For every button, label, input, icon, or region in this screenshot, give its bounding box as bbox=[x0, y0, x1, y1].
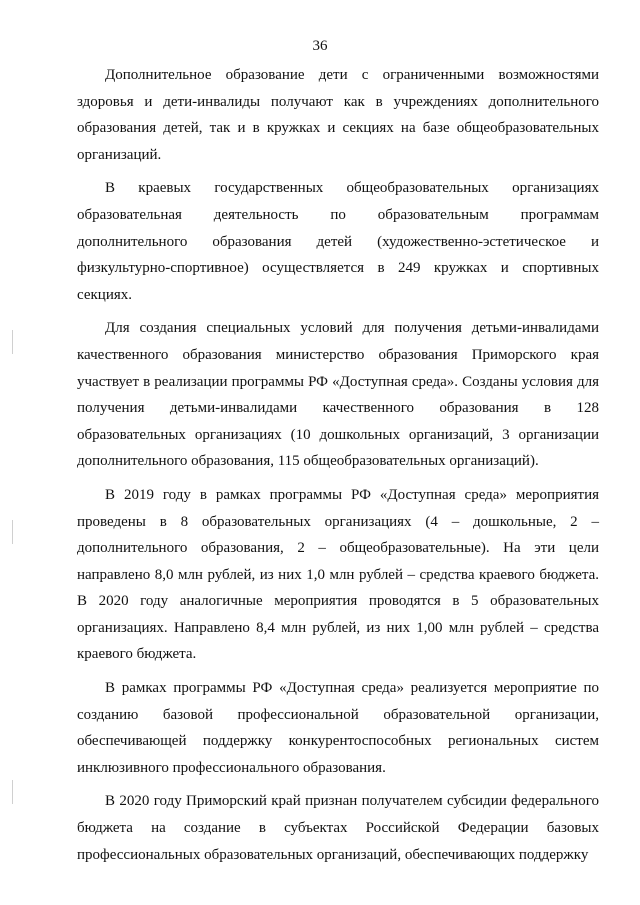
scan-margin-mark bbox=[12, 520, 13, 544]
paragraph-regional-organizations: В краевых государственных общеобразовательных организациях образовательная деятельность по образовательным программам дополнительного образования детей (художественно-эстетическое и физкультурно-спортивное) осуществляется в 249 кружках и спортивных секциях. bbox=[77, 180, 599, 303]
paragraph-2019-activities: В 2019 году в рамках программы РФ «Доступная среда» мероприятия проведены в 8 образовательных организациях (4 – дошкольные, 2 – дополнительного образования, 2 – общеобразовательные). На эти цели направлено 8,0 млн рублей, из них 1,0 млн рублей – средства краевого бюджета. В 2020 году аналогичные мероприятия проводятся в 5 образовательных организациях. Направлено 8,4 млн рублей, из них 1,00 млн рублей – средства краевого бюджета. bbox=[77, 486, 599, 663]
scan-margin-mark bbox=[12, 780, 13, 804]
scan-margin-mark bbox=[12, 330, 13, 354]
paragraph-accessible-environment: Для создания специальных условий для получения детьми-инвалидами качественного образования министерство образования Приморского края участвует в реализации программы РФ «Доступная среда». Созданы условия для получения детьми-инвалидами качественного образования в 128 образовательных организациях (10 дошкольных организаций, 3 организации дополнительного образования, 115 общеобразовательных организаций). bbox=[77, 320, 599, 470]
page-number: 36 bbox=[312, 38, 328, 54]
paragraph-2020-subsidy: В 2020 году Приморский край признан получателем субсидии федерального бюджета на создание в субъектах Российской Федерации базовых профессиональных образовательных организаций, обеспечивающих поддержку bbox=[77, 793, 599, 863]
paragraph-basic-organization: В рамках программы РФ «Доступная среда» реализуется мероприятие по созданию базовой профессиональной образовательной организации, обеспечивающей поддержку конкурентоспособных региональных систем инклюзивного профессионального образования. bbox=[77, 680, 599, 776]
document-body bbox=[77, 62, 599, 875]
paragraph-additional-education: Дополнительное образование дети с ограниченными возможностями здоровья и дети-инвалиды получают как в учреждениях дополнительного образования детей, так и в кружках и секциях на базе общеобразовательных организаций. bbox=[77, 67, 599, 163]
